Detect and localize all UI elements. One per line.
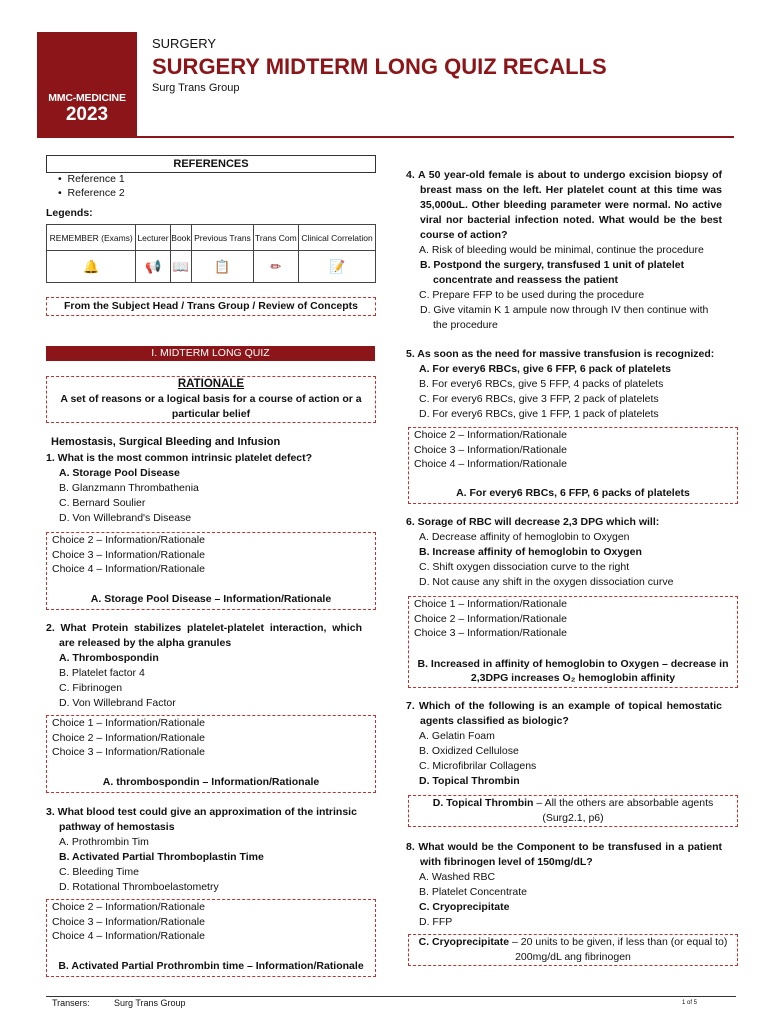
megaphone-icon: 📢 [136, 251, 170, 283]
option: A. Washed RBC [419, 871, 496, 883]
option: B. Oxidized Cellulose [419, 745, 519, 757]
answer-box [408, 795, 738, 827]
option: C. Shift oxygen dissociation curve to the right [419, 561, 630, 573]
answer-text: C. Cryoprecipitate – 20 units to be given, if less than (or equal to) 200mg/dL ang fibrinogen [418, 936, 728, 963]
question-8 [406, 840, 722, 930]
option: C. Cryoprecipitate [419, 901, 510, 913]
option: B. Glanzmann Thrombathenia [59, 482, 199, 494]
option: A. Risk of bleeding would be minimal, continue the procedure [419, 244, 704, 256]
legend-col: Clinical Correlation [299, 225, 376, 251]
choice-note: Choice 1 – Information/Rationale [52, 717, 205, 729]
question-3 [46, 805, 362, 895]
rationale-box [46, 532, 376, 610]
question-2 [46, 621, 362, 711]
choice-note: Choice 2 – Information/Rationale [414, 429, 567, 441]
answer-text: D. Topical Thrombin – All the others are absorbable agents (Surg2.1, p6) [432, 797, 714, 824]
rationale-box [408, 427, 738, 504]
book-icon: 📖 [170, 251, 192, 283]
question-1 [46, 451, 376, 526]
page-title: SURGERY MIDTERM LONG QUIZ RECALLS [152, 54, 607, 79]
choice-note: Choice 1 – Information/Rationale [414, 598, 567, 610]
option: D. Rotational Thromboelastometry [59, 881, 219, 893]
group-label: Surg Trans Group [152, 82, 240, 94]
reference-item: • Reference 1 [58, 173, 125, 185]
question-6 [406, 515, 736, 590]
option: C. For every6 RBCs, give 3 FFP, 2 pack of platelets [419, 393, 659, 405]
question-text: 5. As soon as the need for massive transfusion is recognized: [406, 348, 715, 360]
pencil-icon: ✏ [253, 251, 298, 283]
option: C. Fibrinogen [59, 682, 123, 694]
answer-text: A. thrombospondin – Information/Rationale [102, 775, 320, 788]
option: A. Thrombospondin [59, 652, 159, 664]
logo-text: MMC-MEDICINE [48, 92, 126, 104]
question-text: 3. What blood test could give an approximation of the intrinsic pathway of hemostasis [46, 806, 357, 833]
option: D. Not cause any shift in the oxygen dissociation curve [419, 576, 674, 588]
references-heading: REFERENCES [46, 155, 376, 173]
choice-note: Choice 3 – Information/Rationale [52, 548, 205, 561]
option: A. Prothrombin Tim [59, 836, 149, 848]
answer-box [408, 934, 738, 966]
option: B. Postpond the surgery, transfused 1 unit of platelet concentrate and reassess the patient [420, 259, 685, 286]
rationale-box [408, 596, 738, 688]
option: D. Von Willebrand Factor [59, 697, 176, 709]
option: A. Gelatin Foam [419, 730, 495, 742]
legend-col: Lecturer [136, 225, 170, 251]
choice-note: Choice 3 – Information/Rationale [414, 627, 567, 639]
legend-col: Book [170, 225, 192, 251]
page-number: 1 of 5 [682, 1000, 698, 1006]
choice-note: Choice 4 – Information/Rationale [52, 930, 205, 942]
choice-note: Choice 2 – Information/Rationale [52, 534, 205, 546]
option: A. Storage Pool Disease [59, 467, 180, 479]
answer-text: A. Storage Pool Disease – Information/Rationale [90, 592, 332, 605]
bell-icon: 🔔 [47, 251, 136, 283]
choice-note: Choice 2 – Information/Rationale [52, 901, 205, 913]
option: B. Increase affinity of hemoglobin to Oxygen [419, 546, 642, 558]
section-heading: I. MIDTERM LONG QUIZ [46, 346, 375, 361]
choice-note: Choice 2 – Information/Rationale [414, 612, 567, 625]
answer-text: B. Increased in affinity of hemoglobin to Oxygen – decrease in 2,3DPG increases O₂ hemoglobin affinity [417, 657, 729, 684]
logo [37, 32, 137, 138]
legends-label: Legends: [46, 207, 93, 219]
choice-note: Choice 4 – Information/Rationale [52, 563, 205, 575]
legend-table [46, 224, 376, 283]
subject-label: SURGERY [152, 36, 217, 51]
option: A. For every6 RBCs, give 6 FFP, 6 pack of platelets [419, 363, 671, 375]
footer-label: Transers: [52, 998, 90, 1008]
question-text: 8. What would be the Component to be transfused in a patient with fibrinogen level of 150mg/dL? [406, 841, 722, 868]
subject-head-note: From the Subject Head / Trans Group / Review of Concepts [46, 297, 376, 316]
choice-note: Choice 3 – Information/Rationale [52, 915, 205, 928]
question-text: 7. Which of the following is an example of topical hemostatic agents classified as biologic? [406, 700, 722, 727]
header-rule [137, 136, 734, 138]
option: D. FFP [419, 916, 453, 928]
rationale-box [46, 376, 376, 423]
choice-note: Choice 3 – Information/Rationale [52, 746, 205, 758]
notepad-icon: 📝 [299, 251, 376, 283]
reference-item: • Reference 2 [58, 187, 125, 199]
rationale-box [46, 715, 376, 793]
option: D. Give vitamin K 1 ampule now through IV then continue with the procedure [420, 304, 709, 331]
question-text: 2. What Protein stabilizes platelet-platelet interaction, which are released by the alpha granules [46, 622, 362, 649]
option: D. Von Willebrand's Disease [59, 512, 192, 524]
question-text: 1. What is the most common intrinsic platelet defect? [46, 452, 313, 464]
footer-group: Surg Trans Group [114, 998, 186, 1008]
question-5 [406, 347, 736, 422]
answer-text: A. For every6 RBCs, 6 FFP, 6 packs of platelets [456, 486, 690, 499]
rationale-text: A set of reasons or a logical basis for a course of action or a particular belief [60, 393, 362, 420]
legend-col: Previous Trans [192, 225, 253, 251]
choice-note: Choice 4 – Information/Rationale [414, 458, 567, 470]
question-text: 6. Sorage of RBC will decrease 2,3 DPG which will: [406, 516, 660, 528]
topic-heading: Hemostasis, Surgical Bleeding and Infusion [51, 436, 281, 448]
legend-col: REMEMBER (Exams) [47, 225, 136, 251]
option: D. Topical Thrombin [419, 775, 520, 787]
option: C. Prepare FFP to be used during the procedure [419, 289, 645, 301]
option: C. Bernard Soulier [59, 497, 146, 509]
clipboard-icon: 📋 [192, 251, 253, 283]
question-text: 4. A 50 year-old female is about to undergo excision biopsy of breast mass on the left. Her platelet count at this time was 35,000uL. Other bleeding parameter were normal. No active viral nor bacterial infection noted. What would be the best course of action? [406, 169, 722, 241]
option: C. Microfibrilar Collagens [419, 760, 537, 772]
option: C. Bleeding Time [59, 866, 139, 878]
question-4 [406, 168, 722, 333]
option: A. Decrease affinity of hemoglobin to Oxygen [419, 531, 630, 543]
option: B. Platelet Concentrate [419, 886, 527, 898]
choice-note: Choice 2 – Information/Rationale [52, 731, 205, 744]
question-7 [406, 699, 722, 789]
legend-col: Trans Com [253, 225, 298, 251]
rationale-heading: RATIONALE [177, 378, 245, 390]
option: B. Activated Partial Thromboplastin Time [59, 851, 264, 863]
answer-text: B. Activated Partial Prothrombin time – Information/Rationale [58, 959, 364, 972]
logo-year: 2023 [65, 104, 109, 125]
option: B. For every6 RBCs, give 5 FFP, 4 packs of platelets [419, 378, 664, 390]
option: D. For every6 RBCs, give 1 FFP, 1 pack of platelets [419, 408, 659, 420]
choice-note: Choice 3 – Information/Rationale [414, 443, 567, 456]
option: B. Platelet factor 4 [59, 667, 145, 679]
footer-rule [46, 996, 736, 997]
rationale-box [46, 899, 376, 977]
